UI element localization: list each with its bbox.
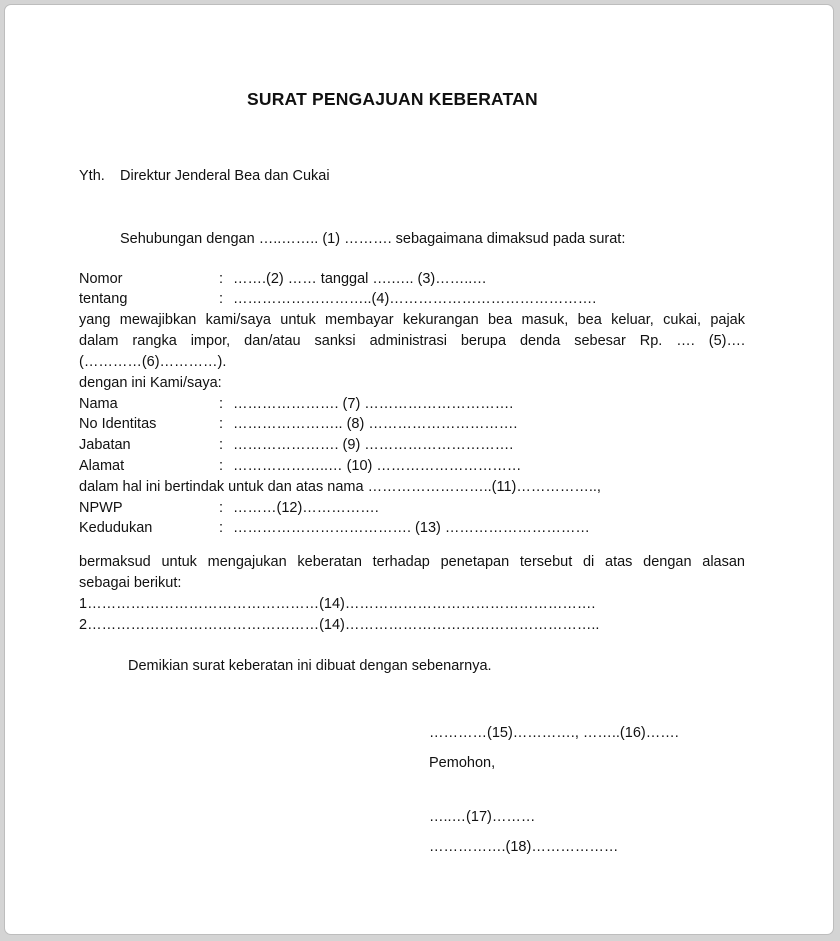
field-colon: : bbox=[219, 271, 224, 287]
paragraph-line: sebagai berikut: bbox=[79, 575, 182, 591]
intro-kami: dengan ini Kami/saya: bbox=[79, 375, 222, 391]
acting-for-line: dalam hal ini bertindak untuk dan atas nama ……………………..(11)…………….., bbox=[79, 479, 601, 495]
field-label-npwp: NPWP bbox=[79, 500, 123, 516]
field-colon: : bbox=[219, 416, 224, 432]
field-value-npwp: ………(12)……………. bbox=[233, 500, 379, 516]
letter-page bbox=[4, 4, 834, 935]
field-colon: : bbox=[219, 458, 224, 474]
place-date-line: …………(15)…………., ……..(16)……. bbox=[429, 725, 679, 741]
field-label-nomor: Nomor bbox=[79, 271, 123, 287]
reason-line: 2…………………………………………(14)…………………………………………….. bbox=[79, 617, 600, 633]
document-title: SURAT PENGAJUAN KEBERATAN bbox=[247, 89, 538, 109]
recipient-prefix: Yth. bbox=[79, 168, 105, 184]
name-line: …………….(18)……………… bbox=[429, 839, 619, 855]
field-value-nomor: …….(2) …… tanggal ….….. (3)……..… bbox=[233, 271, 487, 287]
opening-line: Sehubungan dengan …..…….. (1) ………. sebagaimana dimaksud pada surat: bbox=[120, 231, 626, 247]
field-colon: : bbox=[219, 520, 224, 536]
recipient: Direktur Jenderal Bea dan Cukai bbox=[120, 168, 330, 184]
field-label-kedudukan: Kedudukan bbox=[79, 520, 153, 536]
field-value-tentang: ………………………..(4)……………………………………. bbox=[233, 291, 597, 307]
field-label-nama: Nama bbox=[79, 396, 118, 412]
field-label-alamat: Alamat bbox=[79, 458, 125, 474]
field-label-no-identitas: No Identitas bbox=[79, 416, 157, 432]
applicant-label: Pemohon, bbox=[429, 755, 496, 771]
field-label-jabatan: Jabatan bbox=[79, 437, 131, 453]
field-value-no-identitas: ………………….. (8) …………………………. bbox=[233, 416, 518, 432]
paragraph-line: yang mewajibkan kami/saya untuk membayar kekurangan bea masuk, bea keluar, cukai, pajak bbox=[79, 312, 745, 328]
field-value-alamat: ………………..… (10) ………………………… bbox=[233, 458, 522, 474]
field-value-nama: …………………. (7) …………………………. bbox=[233, 396, 514, 412]
field-label-tentang: tentang bbox=[79, 291, 128, 307]
field-colon: : bbox=[219, 291, 224, 307]
signature-line: …..…(17)……… bbox=[429, 809, 536, 825]
paragraph-line: (…………(6)…………). bbox=[79, 354, 227, 370]
closing-line: Demikian surat keberatan ini dibuat dengan sebenarnya. bbox=[128, 658, 492, 674]
field-value-kedudukan: ………………………………. (13) ………………………… bbox=[233, 520, 590, 536]
reason-line: 1…………………………………………(14)……………………………………………. bbox=[79, 596, 596, 612]
paragraph-line: bermaksud untuk mengajukan keberatan terhadap penetapan tersebut di atas dengan alasan bbox=[79, 554, 745, 570]
field-colon: : bbox=[219, 437, 224, 453]
field-colon: : bbox=[219, 396, 224, 412]
paragraph-line: dalam rangka impor, dan/atau sanksi administrasi berupa denda sebesar Rp. …. (5)…. bbox=[79, 333, 745, 349]
field-value-jabatan: …………………. (9) …………………………. bbox=[233, 437, 514, 453]
field-colon: : bbox=[219, 500, 224, 516]
